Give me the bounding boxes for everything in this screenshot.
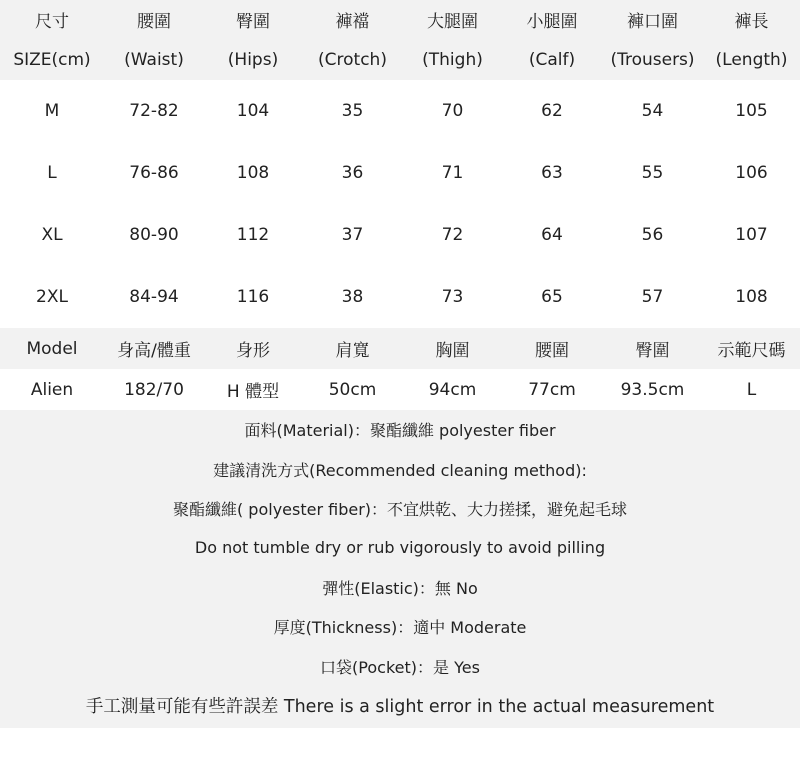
model-header-cell: 腰圍: [535, 341, 569, 361]
table-cell: 57: [641, 287, 664, 307]
table-cell: 84-94: [129, 287, 179, 307]
table-cell: 116: [236, 287, 270, 307]
model-table-header: [0, 328, 800, 369]
table-cell: XL: [41, 225, 63, 245]
model-value-cell: 182/70: [124, 379, 184, 400]
table-cell: 76-86: [129, 163, 179, 183]
model-header-cell: Model: [26, 338, 78, 359]
measurement-disclaimer: 手工測量可能有些許誤差 There is a slight error in the actual measurement: [85, 696, 715, 717]
table-cell: M: [44, 101, 60, 121]
model-header-cell: 身高/體重: [117, 341, 191, 361]
header-en-cell: (Trousers): [610, 49, 695, 70]
table-cell: 38: [341, 287, 364, 307]
table-cell: 62: [541, 101, 563, 121]
cleaning-note-cn: 聚酯纖維( polyester fiber)：不宜烘乾、大力搓揉，避免起毛球: [172, 499, 628, 519]
cleaning-heading: 建議清洗方式(Recommended cleaning method):: [213, 460, 587, 480]
table-cell: 54: [641, 101, 664, 121]
header-cn-cell: 大腿圍: [427, 12, 478, 32]
header-cn-cell: 尺寸: [35, 12, 69, 32]
model-value-cell: H 體型: [226, 382, 280, 402]
table-row: [0, 80, 800, 142]
size-table-header-en: [0, 39, 800, 80]
table-cell: 108: [236, 163, 270, 183]
header-en-cell: SIZE(cm): [13, 49, 91, 70]
header-cn-cell: 臀圍: [236, 12, 270, 32]
header-en-cell: (Crotch): [318, 49, 387, 70]
table-cell: 65: [541, 287, 563, 307]
material-note: 面料(Material)：聚酯纖維 polyester fiber: [244, 421, 556, 441]
model-header-cell: 示範尺碼: [717, 341, 786, 361]
table-row: [0, 204, 800, 266]
table-cell: 55: [641, 163, 664, 183]
table-cell: 63: [541, 163, 563, 183]
model-value-cell: 50cm: [328, 379, 377, 400]
table-cell: 56: [641, 225, 664, 245]
header-cn-cell: 褲長: [734, 12, 769, 32]
model-value-cell: Alien: [30, 379, 74, 400]
model-value-cell: 93.5cm: [620, 379, 685, 400]
size-table-header-cn: [0, 0, 800, 39]
header-en-cell: (Waist): [124, 49, 184, 70]
table-cell: 70: [441, 101, 464, 121]
model-header-cell: 身形: [236, 341, 270, 361]
header-cn-cell: 褲口圍: [627, 12, 678, 32]
table-cell: 35: [341, 101, 364, 121]
thickness-note: 厚度(Thickness)：適中 Moderate: [273, 618, 527, 638]
header-en-cell: (Calf): [528, 49, 576, 70]
model-header-cell: 肩寬: [335, 341, 370, 361]
table-cell: 105: [735, 101, 768, 121]
header-en-cell: (Hips): [227, 49, 279, 70]
table-cell: 37: [341, 225, 364, 245]
table-cell: 72-82: [129, 101, 179, 121]
table-cell: 107: [735, 225, 768, 245]
table-cell: 112: [236, 225, 270, 245]
model-header-cell: 臀圍: [635, 341, 670, 361]
cleaning-note-en: Do not tumble dry or rub vigorously to avoid pilling: [194, 538, 606, 558]
header-cn-cell: 小腿圍: [526, 12, 578, 32]
table-cell: 108: [735, 287, 768, 307]
header-en-cell: (Thigh): [422, 49, 483, 70]
table-cell: 36: [341, 163, 364, 183]
table-cell: 2XL: [36, 287, 68, 307]
table-row: [0, 142, 800, 204]
header-cn-cell: 褲襠: [335, 12, 370, 32]
table-cell: 72: [441, 225, 464, 245]
table-cell: 73: [441, 287, 464, 307]
header-en-cell: (Length): [715, 49, 788, 70]
model-table-row: [0, 369, 800, 410]
table-cell: L: [47, 163, 57, 183]
model-value-cell: L: [746, 379, 757, 400]
model-header-cell: 胸圍: [435, 341, 470, 361]
product-notes: [0, 410, 800, 728]
table-cell: 80-90: [129, 225, 179, 245]
table-cell: 71: [441, 163, 464, 183]
model-value-cell: 94cm: [428, 379, 477, 400]
model-value-cell: 77cm: [528, 379, 576, 400]
elastic-note: 彈性(Elastic)：無 No: [322, 578, 478, 598]
table-row: [0, 266, 800, 328]
pocket-note: 口袋(Pocket)：是 Yes: [320, 657, 480, 677]
table-cell: 106: [735, 163, 768, 183]
table-cell: 104: [236, 101, 270, 121]
table-cell: 64: [541, 225, 563, 245]
header-cn-cell: 腰圍: [137, 12, 171, 32]
